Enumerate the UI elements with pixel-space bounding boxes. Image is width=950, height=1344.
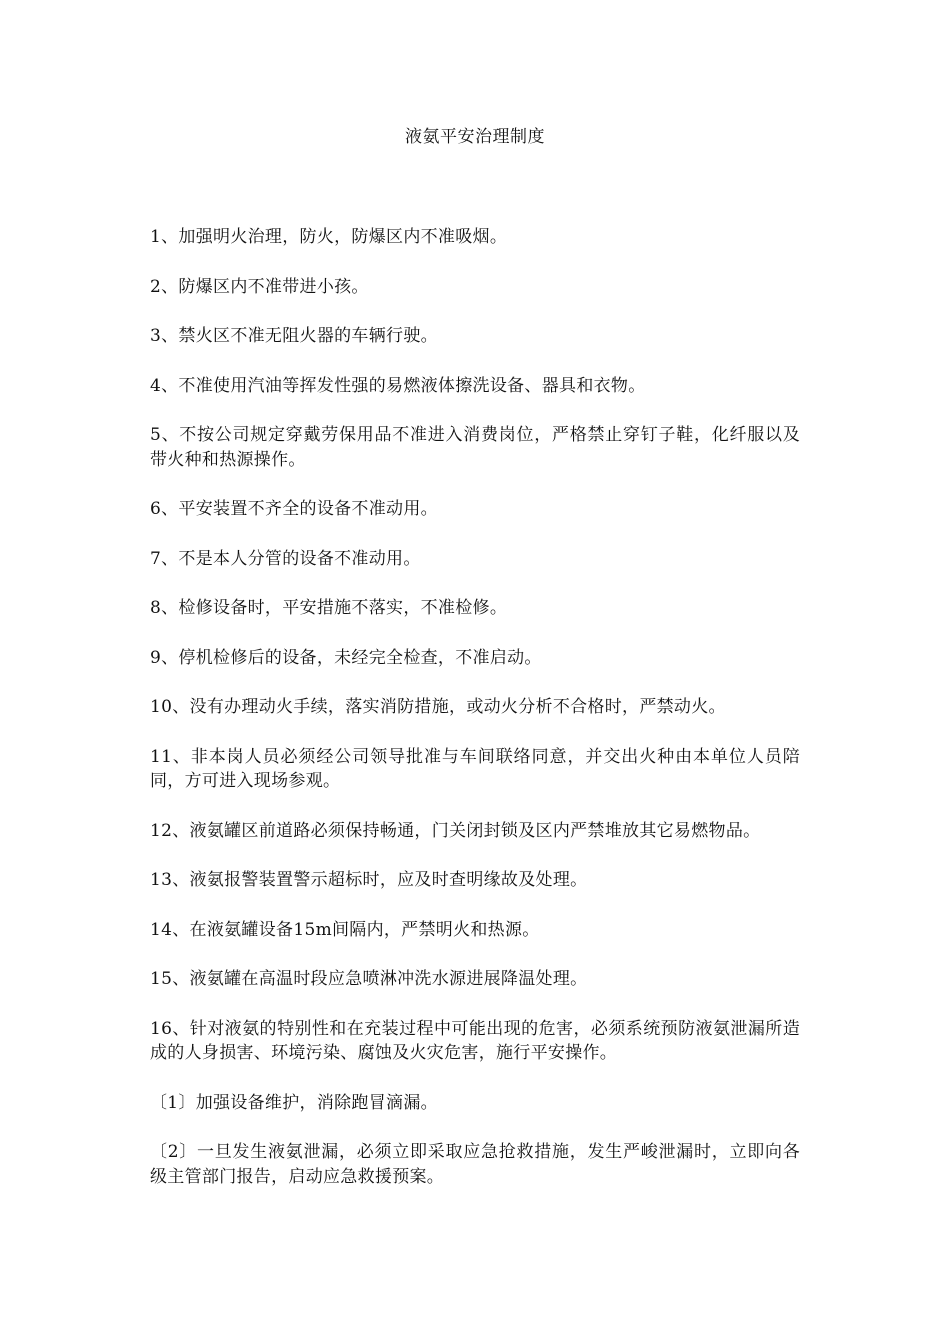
rule-item: 10、没有办理动火手续，落实消防措施，或动火分析不合格时，严禁动火。: [150, 697, 726, 717]
rule-item: 14、在液氨罐设备15m间隔内，严禁明火和热源。: [150, 919, 540, 940]
rule-item: 13、液氨报警装置警示超标时，应及时查明缘故及处理。: [150, 870, 588, 890]
rule-item: 1、加强明火治理，防火，防爆区内不准吸烟。: [150, 227, 508, 247]
rule-item: 9、停机检修后的设备，未经完全检查，不准启动。: [150, 647, 542, 668]
rule-item: 4、不准使用汽油等挥发性强的易燃液体擦洗设备、器具和衣物。: [150, 375, 646, 396]
rule-item: 6、平安装置不齐全的设备不准动用。: [150, 499, 438, 519]
rule-item: 11、非本岗人员必须经公司领导批准与车间联络同意，并交出火种由本单位人员陪同，方可进入现场参观。: [150, 746, 800, 791]
rule-item: 3、禁火区不准无阻火器的车辆行驶。: [150, 326, 438, 346]
rule-item: 16、针对液氨的特别性和在充装过程中可能出现的危害，必须系统预防液氨泄漏所造成的人身损害、环境污染、腐蚀及火灾危害，施行平安操作。: [150, 1018, 800, 1063]
document-title: 液氨平安治理制度: [405, 127, 545, 147]
rule-item: 〔2〕一旦发生液氨泄漏，必须立即采取应急抢救措施，发生严峻泄漏时，立即向各级主管部门报告，启动应急救援预案。: [150, 1142, 800, 1187]
rule-item: 8、检修设备时，平安措施不落实，不准检修。: [150, 598, 508, 618]
rule-item: 15、液氨罐在高温时段应急喷淋冲洗水源进展降温处理。: [150, 969, 588, 989]
rule-item: 〔1〕加强设备维护，消除跑冒滴漏。: [150, 1092, 438, 1113]
rule-item: 2、防爆区内不准带进小孩。: [150, 276, 369, 297]
rule-item: 7、不是本人分管的设备不准动用。: [150, 548, 421, 569]
rule-item: 5、不按公司规定穿戴劳保用品不准进入消费岗位，严格禁止穿钉子鞋，化纤服以及带火种和热源操作。: [150, 425, 800, 470]
rule-item: 12、液氨罐区前道路必须保持畅通，门关闭封锁及区内严禁堆放其它易燃物品。: [150, 820, 761, 841]
rules-list: [150, 225, 800, 1214]
